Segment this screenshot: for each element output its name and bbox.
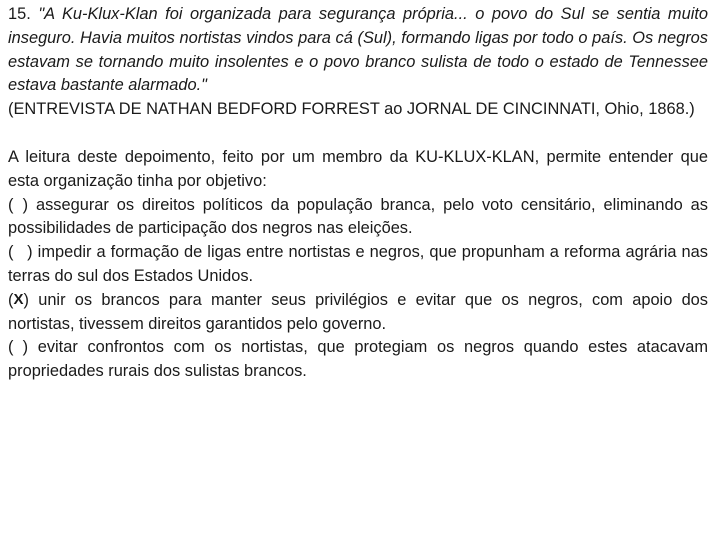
option-2[interactable] <box>8 241 708 289</box>
option-3[interactable] <box>8 289 708 337</box>
quotation-source: (ENTREVISTA DE NATHAN BEDFORD FORREST ao JORNAL DE CINCINNATI, Ohio, 1868.) <box>8 100 695 119</box>
option-3-checkbox[interactable]: (X) <box>8 290 29 309</box>
spacer <box>8 122 708 146</box>
quotation: "A Ku-Klux-Klan foi organizada para segurança própria... o povo do Sul se sentia muito inseguro. Havia muitos nortistas vindos para cá (Sul), formando ligas por todo o país. Os negros estavam se tornando muito insolentes e o povo branco sulista de todo o estado de Tennessee estava bastante alarmado." <box>8 5 709 95</box>
option-3-mark: X <box>13 290 24 308</box>
option-1-text: assegurar os direitos políticos da população branca, pelo voto censitário, eliminando as possibilidades de participação dos negros nas eleições. <box>8 195 708 238</box>
option-4[interactable] <box>8 336 708 384</box>
option-4-checkbox[interactable]: ( ) <box>8 338 29 357</box>
option-3-text: unir os brancos para manter seus privilégios e evitar que os negros, com apoio dos nortistas, tivessem direitos garantidos pelo governo. <box>8 290 708 333</box>
option-4-text: evitar confrontos com os nortistas, que protegiam os negros quando estes atacavam propriedades rurais dos sulistas brancos. <box>8 338 708 381</box>
option-1[interactable] <box>8 194 708 242</box>
option-2-text: impedir a formação de ligas entre nortistas e negros, que propunham a reforma agrária nas terras do sul dos Estados Unidos. <box>8 243 708 285</box>
question-stem <box>8 3 708 98</box>
question-prompt: A leitura deste depoimento, feito por um membro da KU-KLUX-KLAN, permite entender que esta organização tinha por objetivo: <box>8 147 708 190</box>
question-number: 15. <box>8 5 31 23</box>
option-1-checkbox[interactable]: ( ) <box>8 195 29 214</box>
document-page <box>8 3 708 384</box>
option-2-checkbox[interactable]: ( ) <box>8 243 33 262</box>
